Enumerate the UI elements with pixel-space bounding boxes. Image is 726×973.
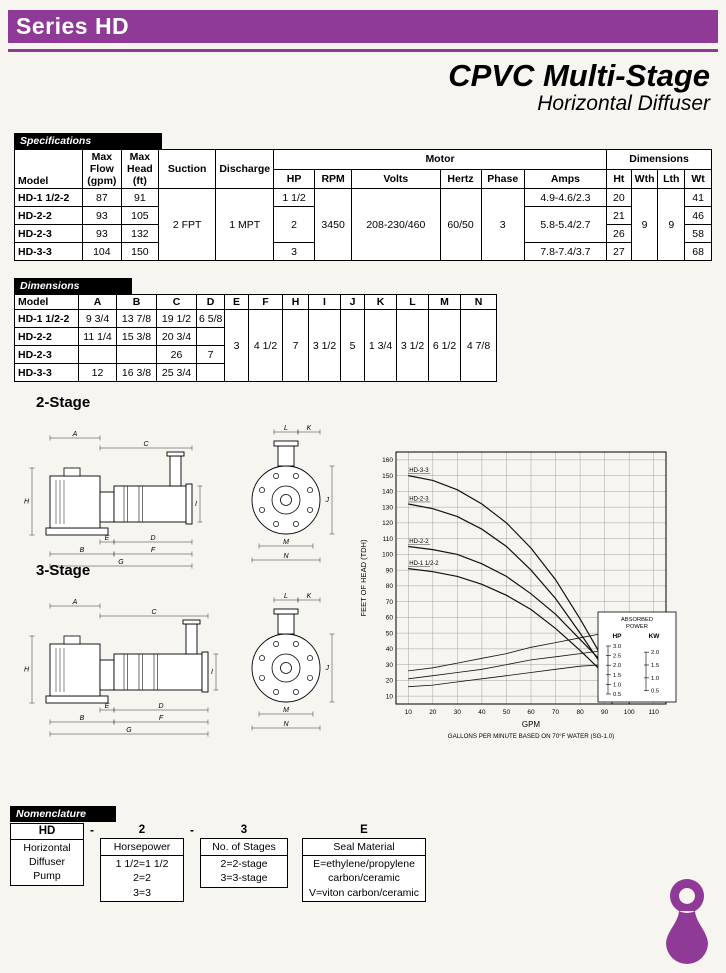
svg-text:GPM: GPM <box>521 720 541 729</box>
nomenclature-stages-column <box>200 823 288 888</box>
spec-cell-model: HD-1 1/2-2 <box>15 189 83 207</box>
spec-cell-wt: 68 <box>685 243 712 261</box>
horsepower-option: 1 1/2=1 1/2 <box>115 858 169 871</box>
spec-header-dimensions-group: Dimensions <box>607 150 712 170</box>
spec-cell-volts: 208-230/460 <box>352 189 440 261</box>
spec-cell-head: 150 <box>121 243 158 261</box>
svg-text:HP: HP <box>612 633 622 640</box>
spec-cell-wt: 58 <box>685 225 712 243</box>
svg-text:G: G <box>118 559 124 566</box>
nomenclature-seal-column <box>302 823 426 902</box>
spec-cell-head: 132 <box>121 225 158 243</box>
svg-text:40: 40 <box>478 709 486 716</box>
svg-text:100: 100 <box>382 551 393 559</box>
svg-text:FEET OF HEAD (TDH): FEET OF HEAD (TDH) <box>359 539 368 617</box>
dim-cell-b: 13 7/8 <box>117 310 157 328</box>
svg-text:KW: KW <box>648 633 660 640</box>
svg-text:120: 120 <box>382 520 393 528</box>
svg-text:M: M <box>283 707 289 714</box>
spec-header-max-flow <box>82 150 121 189</box>
pump-type-line: Diffuser <box>29 856 65 869</box>
header-rule <box>8 49 718 52</box>
svg-text:L: L <box>284 425 288 432</box>
horsepower-option: 2=2 <box>133 872 151 885</box>
dim-cell-a: 11 1/4 <box>79 328 117 346</box>
svg-text:E: E <box>104 703 110 710</box>
spec-cell-head: 91 <box>121 189 158 207</box>
svg-text:H: H <box>23 666 29 674</box>
svg-text:110: 110 <box>382 535 393 543</box>
spec-header-max-flow-l2: Flow <box>89 163 114 176</box>
spec-header-model: Model <box>15 150 83 189</box>
svg-text:N: N <box>283 721 289 728</box>
svg-text:1.5: 1.5 <box>651 662 660 669</box>
dim-header-e: E <box>225 295 249 310</box>
dim-cell-d <box>197 364 225 382</box>
svg-text:POWER: POWER <box>626 624 648 630</box>
dim-cell-d: 7 <box>197 346 225 364</box>
nomenclature-dash: - <box>190 823 194 837</box>
dimensions-table <box>14 294 497 382</box>
dim-header-l: L <box>397 295 429 310</box>
nomenclature-code-hp: 2 <box>138 824 146 836</box>
dim-cell-model: HD-3-3 <box>15 364 79 382</box>
svg-text:90: 90 <box>385 567 393 575</box>
svg-text:I: I <box>211 669 213 676</box>
svg-text:C: C <box>143 441 149 448</box>
spec-header-motor-group: Motor <box>274 150 607 170</box>
title-block <box>448 60 710 115</box>
three-stage-drawing-svg <box>16 580 356 742</box>
dim-cell-k: 1 3/4 <box>365 310 397 382</box>
svg-text:160: 160 <box>382 457 393 465</box>
spec-header-row-1 <box>15 150 712 170</box>
nomenclature-section-title: Nomenclature <box>10 806 116 822</box>
nomenclature-pump-type-box <box>10 840 84 886</box>
dim-header-h: H <box>283 295 309 310</box>
dim-cell-c: 19 1/2 <box>157 310 197 328</box>
dim-header-k: K <box>365 295 397 310</box>
spec-header-rpm: RPM <box>315 169 352 189</box>
dim-cell-c: 25 3/4 <box>157 364 197 382</box>
spec-cell-flow: 93 <box>82 207 121 225</box>
dim-cell-c: 26 <box>157 346 197 364</box>
nomenclature-seal-box <box>302 838 426 902</box>
svg-text:J: J <box>325 665 329 672</box>
svg-text:C: C <box>151 609 157 616</box>
spec-cell-wt: 46 <box>685 207 712 225</box>
spec-header-max-flow-l1: Max <box>91 151 113 163</box>
svg-text:1.5: 1.5 <box>613 672 622 679</box>
dim-cell-b: 15 3/8 <box>117 328 157 346</box>
nomenclature-horsepower-column <box>100 823 184 902</box>
spec-header-volts: Volts <box>352 169 440 189</box>
spec-cell-ht: 21 <box>607 207 632 225</box>
nomenclature-horsepower-box <box>100 838 184 902</box>
dim-header-m: M <box>429 295 461 310</box>
spec-header-lth: Lth <box>658 169 685 189</box>
svg-text:3.0: 3.0 <box>613 644 622 650</box>
svg-text:ABSORBED: ABSORBED <box>620 617 654 623</box>
seal-option: carbon/ceramic <box>328 872 400 885</box>
spec-header-hp: HP <box>274 169 315 189</box>
specifications-table <box>14 149 712 261</box>
dim-row <box>15 310 497 328</box>
spec-cell-model: HD-2-2 <box>15 207 83 225</box>
svg-text:80: 80 <box>385 583 393 591</box>
spec-header-max-head-l1: Max <box>129 151 151 163</box>
spec-cell-ht: 27 <box>607 243 632 261</box>
spec-header-amps: Amps <box>524 169 606 189</box>
svg-text:G: G <box>126 727 132 734</box>
svg-text:50: 50 <box>385 630 393 638</box>
spec-row <box>15 189 712 207</box>
dim-cell-model: HD-1 1/2-2 <box>15 310 79 328</box>
stages-header: No. of Stages <box>201 840 287 856</box>
product-title: CPVC Multi-Stage <box>448 58 710 93</box>
svg-text:80: 80 <box>576 709 584 716</box>
spec-header-max-head <box>121 150 158 189</box>
specifications-section-title: Specifications <box>14 133 162 149</box>
svg-text:D: D <box>150 535 156 542</box>
spec-header-suction: Suction <box>158 150 216 189</box>
svg-text:130: 130 <box>382 504 393 512</box>
spec-header-wth: Wth <box>631 169 658 189</box>
dim-header-d: D <box>197 295 225 310</box>
spec-cell-hp: 3 <box>274 243 315 261</box>
svg-text:40: 40 <box>385 646 393 654</box>
spec-cell-suction: 2 FPT <box>158 189 216 261</box>
svg-text:B: B <box>79 715 85 722</box>
spec-cell-amps: 4.9-4.6/2.3 <box>524 189 606 207</box>
dim-cell-e: 3 <box>225 310 249 382</box>
svg-text:2.0: 2.0 <box>613 663 622 670</box>
svg-text:2.5: 2.5 <box>613 653 622 660</box>
nomenclature-row <box>10 823 426 902</box>
performance-chart <box>352 432 712 744</box>
seal-header: Seal Material <box>303 840 425 856</box>
dim-header-model: Model <box>15 295 79 310</box>
svg-text:110: 110 <box>648 709 659 716</box>
svg-text:B: B <box>79 547 85 554</box>
performance-chart-svg <box>352 432 712 744</box>
dim-cell-f: 4 1/2 <box>249 310 283 382</box>
svg-text:I: I <box>195 501 197 508</box>
svg-text:H: H <box>23 498 29 506</box>
two-stage-label: 2-Stage <box>36 394 91 411</box>
spec-header-max-head-l2: Head <box>127 163 153 176</box>
svg-text:0.5: 0.5 <box>613 692 622 698</box>
dimensions-section <box>14 278 497 382</box>
nomenclature-code-seal: E <box>360 824 368 836</box>
svg-text:2.0: 2.0 <box>651 650 660 657</box>
dim-cell-a: 9 3/4 <box>79 310 117 328</box>
svg-text:100: 100 <box>623 709 635 716</box>
svg-text:70: 70 <box>551 709 560 716</box>
dim-header-i: I <box>309 295 341 310</box>
nomenclature-code-prefix: HD <box>10 823 84 840</box>
svg-text:70: 70 <box>385 598 393 606</box>
svg-text:30: 30 <box>385 661 393 669</box>
dim-header-c: C <box>157 295 197 310</box>
nomenclature-code-stages: 3 <box>240 824 248 836</box>
svg-text:20: 20 <box>385 677 393 685</box>
nomenclature-pump-type-column <box>10 823 84 886</box>
svg-text:HD-1 1/2-2: HD-1 1/2-2 <box>409 561 439 568</box>
svg-text:1.0: 1.0 <box>613 682 622 689</box>
dim-header-a: A <box>79 295 117 310</box>
spec-header-max-flow-l3: (gpm) <box>87 175 117 188</box>
spec-cell-lth: 9 <box>658 189 685 261</box>
spec-cell-model: HD-3-3 <box>15 243 83 261</box>
dimensions-section-title: Dimensions <box>14 278 132 294</box>
series-title: Series HD <box>16 13 130 39</box>
dim-header-n: N <box>461 295 497 310</box>
svg-text:L: L <box>284 593 288 600</box>
spec-header-max-head-l3: (ft) <box>132 175 147 188</box>
dim-header-f: F <box>249 295 283 310</box>
svg-text:N: N <box>283 553 289 560</box>
svg-text:E: E <box>104 535 110 542</box>
seal-option: V=viton carbon/ceramic <box>308 886 419 899</box>
dim-cell-l: 3 1/2 <box>397 310 429 382</box>
spec-cell-wt: 41 <box>685 189 712 207</box>
stages-option: 3=3-stage <box>220 872 268 885</box>
spec-cell-amps: 7.8-7.4/3.7 <box>524 243 606 261</box>
nomenclature-section <box>10 806 426 902</box>
spec-header-hertz: Hertz <box>440 169 481 189</box>
dim-cell-m: 6 1/2 <box>429 310 461 382</box>
pump-type-line: Pump <box>33 870 61 883</box>
svg-text:A: A <box>72 431 78 438</box>
spec-cell-flow: 93 <box>82 225 121 243</box>
spec-cell-model: HD-2-3 <box>15 225 83 243</box>
spec-cell-ht: 26 <box>607 225 632 243</box>
svg-text:140: 140 <box>382 488 393 496</box>
spec-header-wt: Wt <box>685 169 712 189</box>
spec-cell-hp: 2 <box>274 207 315 243</box>
svg-text:HD-3-3: HD-3-3 <box>409 468 429 475</box>
svg-text:F: F <box>158 715 164 722</box>
svg-text:1.0: 1.0 <box>651 675 660 682</box>
three-stage-label: 3-Stage <box>36 562 91 579</box>
svg-text:30: 30 <box>453 709 461 716</box>
spec-cell-rpm: 3450 <box>315 189 352 261</box>
svg-text:K: K <box>306 593 312 600</box>
spec-cell-wth: 9 <box>631 189 658 261</box>
spec-cell-amps: 5.8-5.4/2.7 <box>524 207 606 243</box>
svg-text:HD-2-3: HD-2-3 <box>409 496 429 503</box>
dim-cell-i: 3 1/2 <box>309 310 341 382</box>
spec-header-discharge: Discharge <box>216 150 274 189</box>
nomenclature-dash: - <box>90 823 94 837</box>
dim-cell-j: 5 <box>341 310 365 382</box>
spec-cell-hertz: 60/50 <box>440 189 481 261</box>
pump-type-line: Horizontal <box>23 842 71 854</box>
spec-cell-discharge: 1 MPT <box>216 189 274 261</box>
nomenclature-stages-box <box>200 838 288 888</box>
two-stage-drawing-svg <box>16 412 356 574</box>
svg-text:F: F <box>150 547 156 554</box>
svg-text:J: J <box>325 497 329 504</box>
dim-header-b: B <box>117 295 157 310</box>
svg-text:10: 10 <box>404 709 412 716</box>
svg-text:D: D <box>158 703 164 710</box>
svg-text:M: M <box>283 539 289 546</box>
spec-cell-flow: 104 <box>82 243 121 261</box>
dim-cell-model: HD-2-2 <box>15 328 79 346</box>
spec-cell-hp: 1 1/2 <box>274 189 315 207</box>
pump-logo-icon <box>650 877 716 967</box>
horsepower-header: Horsepower <box>101 840 183 856</box>
spec-cell-flow: 87 <box>82 189 121 207</box>
seal-option: E=ethylene/propylene <box>313 858 415 871</box>
dim-cell-n: 4 7/8 <box>461 310 497 382</box>
spec-header-ht: Ht <box>607 169 632 189</box>
svg-text:20: 20 <box>429 709 437 716</box>
spec-cell-phase: 3 <box>481 189 524 261</box>
dim-cell-c: 20 3/4 <box>157 328 197 346</box>
svg-text:0.5: 0.5 <box>651 688 660 695</box>
spec-header-phase: Phase <box>481 169 524 189</box>
svg-text:50: 50 <box>502 709 511 716</box>
svg-text:HD-2-2: HD-2-2 <box>409 539 429 545</box>
spec-cell-ht: 20 <box>607 189 632 207</box>
dim-cell-model: HD-2-3 <box>15 346 79 364</box>
dim-header-j: J <box>341 295 365 310</box>
svg-text:10: 10 <box>385 693 393 701</box>
svg-text:A: A <box>72 599 78 606</box>
stages-option: 2=2-stage <box>220 858 268 871</box>
specifications-section <box>14 133 712 261</box>
spec-cell-head: 105 <box>121 207 158 225</box>
dim-cell-b <box>117 346 157 364</box>
dim-cell-h: 7 <box>283 310 309 382</box>
series-banner <box>8 10 718 43</box>
dim-cell-a: 12 <box>79 364 117 382</box>
product-subtitle: Horizontal Diffuser <box>537 91 710 115</box>
svg-text:90: 90 <box>601 709 609 716</box>
dim-cell-b: 16 3/8 <box>117 364 157 382</box>
dim-cell-d <box>197 328 225 346</box>
dim-cell-a <box>79 346 117 364</box>
svg-text:GALLONS PER MINUTE BASED ON 70: GALLONS PER MINUTE BASED ON 70°F WATER (SG-1.0) <box>447 733 615 740</box>
svg-text:K: K <box>306 425 312 432</box>
svg-text:60: 60 <box>385 614 393 622</box>
horsepower-option: 3=3 <box>133 886 151 899</box>
dim-header-row <box>15 295 497 310</box>
svg-text:60: 60 <box>527 709 535 716</box>
svg-text:150: 150 <box>382 472 393 480</box>
dim-cell-d: 6 5/8 <box>197 310 225 328</box>
